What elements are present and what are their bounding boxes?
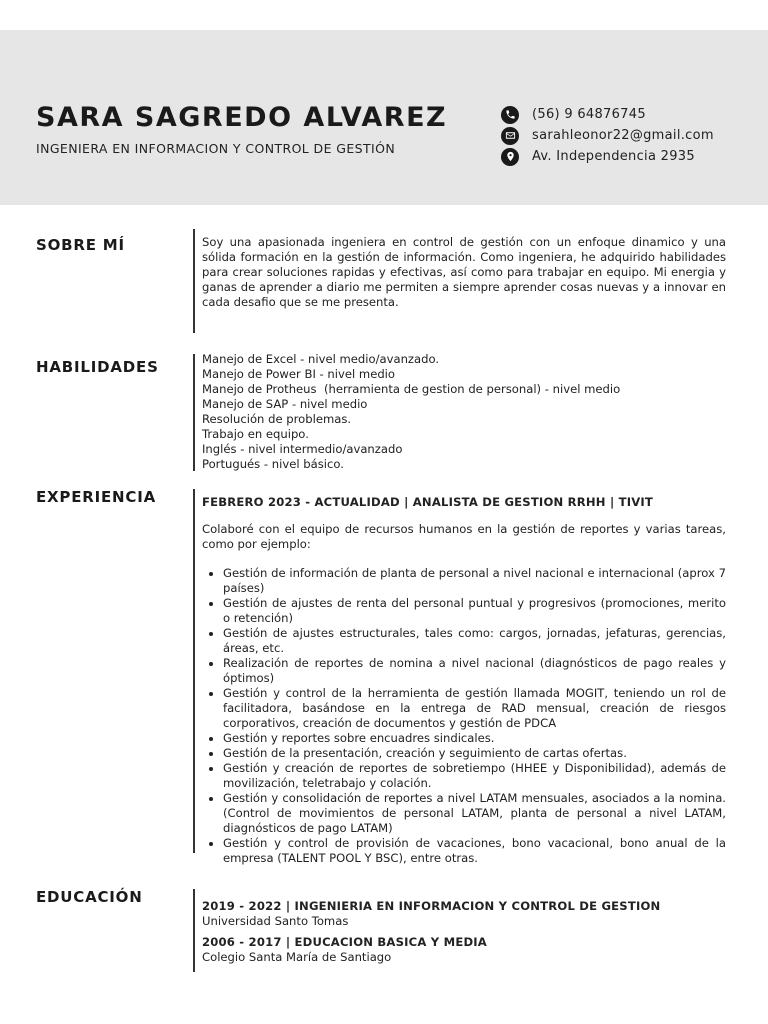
contact-list — [501, 104, 714, 167]
education-entry-title: 2006 - 2017 | EDUCACION BASICA Y MEDIA — [202, 935, 487, 949]
about-text: Soy una apasionada ingeniera en control de gestión con un enfoque dinamico y una sólida formación en la gestión de información. Como ingeniera, he adquirido habilidades para crear soluciones rapidas y efectivas, así como para trabajar en equipo. Mi energia y ganas de aprender a diario me permiten a siempre aprender cosas nuevas y a innovar en cada desafio que se me presenta. — [202, 235, 726, 309]
education-entry-title: 2019 - 2022 | INGENIERIA EN INFORMACION Y CONTROL DE GESTION — [202, 899, 661, 913]
experience-heading: EXPERIENCIA — [36, 488, 156, 506]
job-duties — [202, 566, 726, 866]
list-item: • Gestión y control de provisión de vacaciones, bono vacacional, bono anual de la empresa (TALENT POOL Y BSC), entre otras. — [223, 836, 726, 866]
skills-heading: HABILIDADES — [36, 358, 159, 376]
list-item: • Gestión de la presentación, creación y seguimiento de cartas ofertas. — [223, 746, 726, 761]
skills-list — [202, 352, 726, 472]
skill-item: Manejo de Protheus (herramienta de gestion de personal) - nivel medio — [202, 382, 621, 396]
contact-email — [501, 125, 714, 146]
about-divider — [193, 229, 195, 333]
contact-phone — [501, 104, 714, 125]
address: Av. Independencia 2935 — [532, 149, 695, 164]
list-item: • Gestión de ajustes estructurales, tales como: cargos, jornadas, jefaturas, gerencias, áreas, etc. — [223, 626, 726, 656]
contact-address — [501, 146, 714, 167]
candidate-title: INGENIERA EN INFORMACION Y CONTROL DE GESTIÓN — [36, 141, 396, 156]
skill-item: Resolución de problemas. — [202, 412, 352, 426]
location-icon — [501, 148, 519, 166]
list-item: • Gestión y consolidación de reportes a nivel LATAM mensuales, asociados a la nomina. (Control de movimientos de personal LATAM, planta de personal a nivel LATAM, diagnósticos de pago LATAM) — [223, 791, 726, 836]
experience-block — [202, 495, 726, 866]
skill-item: Manejo de Power BI - nivel medio — [202, 367, 396, 381]
list-item: • Gestión y reportes sobre encuadres sindicales. — [223, 731, 726, 746]
skill-item: Portugués - nivel básico. — [202, 457, 344, 471]
education-heading: EDUCACIÓN — [36, 888, 143, 906]
list-item: • Gestión y creación de reportes de sobretiempo (HHEE y Disponibilidad), además de movilización, teletrabajo y colación. — [223, 761, 726, 791]
mail-icon — [501, 127, 519, 145]
list-item: • Gestión de ajustes de renta del personal puntual y progresivos (promociones, merito o retención) — [223, 596, 726, 626]
skill-item: Inglés - nivel intermedio/avanzado — [202, 442, 403, 456]
skills-divider — [193, 354, 195, 471]
list-item: • Gestión y control de la herramienta de gestión llamada MOGIT, teniendo un rol de facilitadora, basándose en la entrega de RAD mensual, creación de riesgos corporativos, creación de documentos y gestión de PDCA — [223, 686, 726, 731]
candidate-name: SARA SAGREDO ALVAREZ — [36, 102, 448, 133]
skill-item: Manejo de Excel - nivel medio/avanzado. — [202, 352, 440, 366]
list-item: • Realización de reportes de nomina a nivel nacional (diagnósticos de pago reales y óptimos) — [223, 656, 726, 686]
phone-icon — [501, 106, 519, 124]
phone-number: (56) 9 64876745 — [532, 107, 646, 122]
job-title: FEBRERO 2023 - ACTUALIDAD | ANALISTA DE GESTION RRHH | TIVIT — [202, 495, 654, 509]
skill-item: Trabajo en equipo. — [202, 427, 309, 441]
email-address: sarahleonor22@gmail.com — [532, 128, 714, 143]
education-divider — [193, 889, 195, 972]
education-block — [202, 899, 726, 965]
education-entry-school: Colegio Santa María de Santiago — [202, 950, 392, 964]
list-item: • Gestión de información de planta de personal a nivel nacional e internacional (aprox 7 países) — [223, 566, 726, 596]
experience-divider — [193, 489, 195, 853]
job-intro: Colaboré con el equipo de recursos humanos en la gestión de reportes y varias tareas, como por ejemplo: — [202, 522, 726, 551]
skill-item: Manejo de SAP - nivel medio — [202, 397, 368, 411]
about-heading: SOBRE MÍ — [36, 236, 125, 254]
education-entry-school: Universidad Santo Tomas — [202, 914, 349, 928]
